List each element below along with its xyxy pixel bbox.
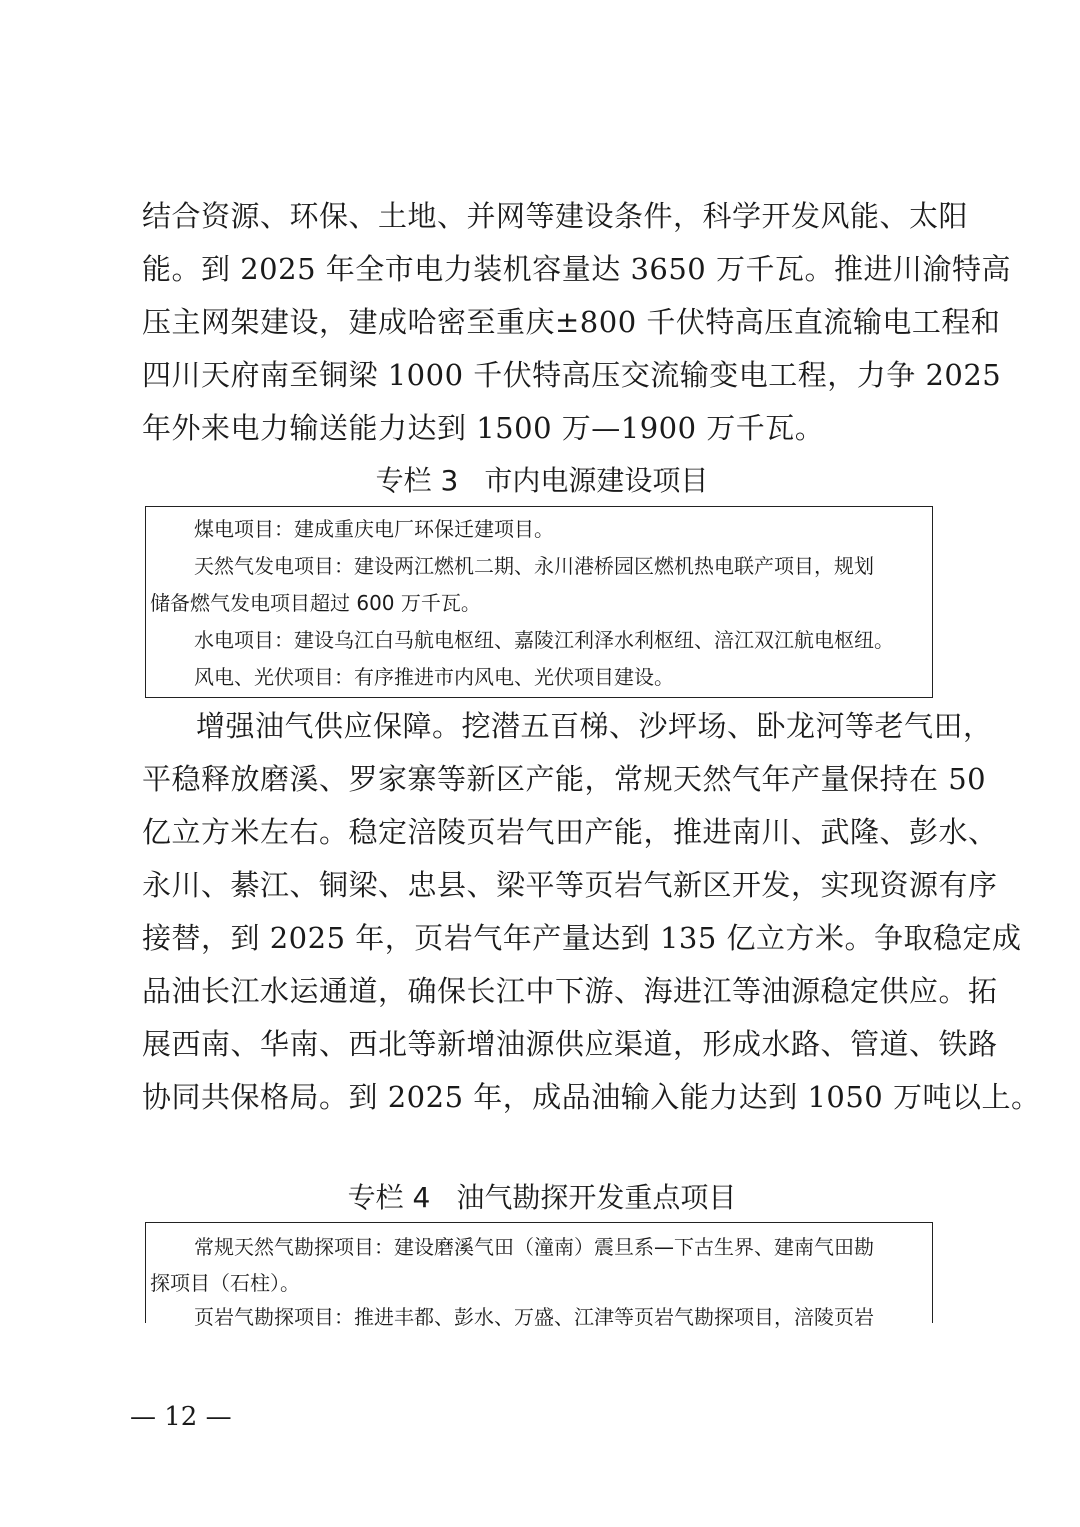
column-4-row: 页岩气勘探项目：推进丰都、彭水、万盛、江津等页岩气勘探项目，涪陵页岩 [194, 1305, 874, 1329]
column-3-box [145, 506, 933, 698]
paragraph-line: 接替，到 2025 年，页岩气年产量达到 135 亿立方米。争取稳定成 [142, 921, 1022, 955]
column-4-number: 专栏 4 [347, 1181, 431, 1214]
column-3-row: 风电、光伏项目：有序推进市内风电、光伏项目建设。 [194, 665, 674, 689]
paragraph-line: 亿立方米左右。稳定涪陵页岩气田产能，推进南川、武隆、彭水、 [142, 815, 998, 849]
paragraph-line: 年外来电力输送能力达到 1500 万—1900 万千瓦。 [142, 411, 825, 445]
page-number: — 12 — [130, 1402, 232, 1432]
paragraph-line: 增强油气供应保障。挖潜五百梯、沙坪场、卧龙河等老气田， [196, 709, 993, 743]
paragraph-line: 压主网架建设，建成哈密至重庆±800 千伏特高压直流输电工程和 [142, 305, 1001, 339]
column-4-title: 油气勘探开发重点项目 [456, 1181, 737, 1214]
column-3-row: 水电项目：建设乌江白马航电枢纽、嘉陵江利泽水利枢纽、涪江双江航电枢纽。 [194, 628, 894, 652]
column-3-title: 市内电源建设项目 [484, 464, 709, 497]
column-3-row: 储备燃气发电项目超过 600 万千瓦。 [150, 591, 481, 615]
column-3-number: 专栏 3 [375, 464, 459, 497]
column-3-row: 煤电项目：建成重庆电厂环保迁建项目。 [194, 517, 554, 541]
column-3-heading [142, 459, 942, 503]
paragraph-line: 四川天府南至铜梁 1000 千伏特高压交流输变电工程，力争 2025 [142, 358, 1002, 392]
column-4-heading [142, 1176, 942, 1220]
paragraph-line: 平稳释放磨溪、罗家寨等新区产能，常规天然气年产量保持在 50 [142, 762, 987, 796]
paragraph-line: 永川、綦江、铜梁、忠县、梁平等页岩气新区开发，实现资源有序 [142, 868, 998, 902]
paragraph-line: 协同共保格局。到 2025 年，成品油输入能力达到 1050 万吨以上。 [142, 1080, 1041, 1114]
column-4-row: 探项目（石柱）。 [150, 1271, 300, 1295]
column-4-box [145, 1222, 933, 1329]
paragraph-line: 展西南、华南、西北等新增油源供应渠道，形成水路、管道、铁路 [142, 1027, 998, 1061]
paragraph-line: 结合资源、环保、土地、并网等建设条件，科学开发风能、太阳 [142, 199, 969, 233]
column-4-row: 常规天然气勘探项目：建设磨溪气田（潼南）震旦系—下古生界、建南气田勘 [194, 1235, 874, 1259]
paragraph-line: 品油长江水运通道，确保长江中下游、海进江等油源稳定供应。拓 [142, 974, 998, 1008]
column-3-row: 天然气发电项目：建设两江燃机二期、永川港桥园区燃机热电联产项目，规划 [194, 554, 874, 578]
paragraph-line: 能。到 2025 年全市电力装机容量达 3650 万千瓦。推进川渝特高 [142, 252, 1011, 286]
